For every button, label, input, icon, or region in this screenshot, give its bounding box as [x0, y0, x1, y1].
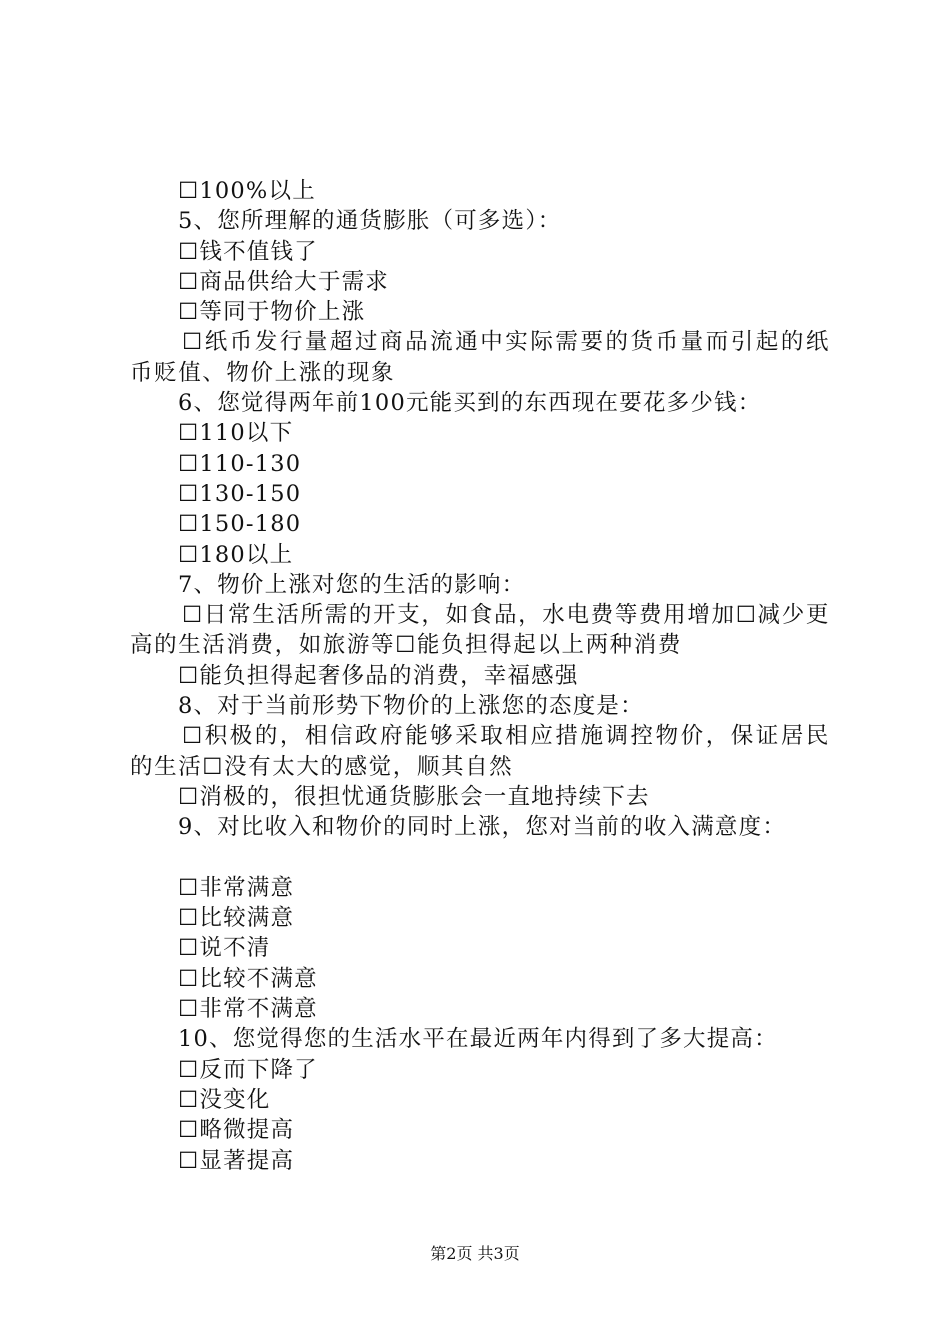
option-above-180: ☐180以上 [178, 541, 294, 568]
option-paper-money-overissue: ☐纸币发行量超过商品流通中实际需要的货币量而引起的纸币贬值、物价上涨的现象 [130, 329, 830, 386]
option-fairly-dissatisfied: ☐比较不满意 [178, 965, 318, 992]
option-no-change: ☐没变化 [178, 1086, 271, 1113]
question-6: 6、您觉得两年前100元能买到的东西现在要花多少钱： [178, 390, 762, 417]
page-number-footer: 第2页 共3页 [430, 1244, 520, 1263]
question-10: 10、您觉得您的生活水平在最近两年内得到了多大提高： [178, 1026, 778, 1053]
blank-line [130, 843, 830, 873]
options-daily-expense-group: ☐日常生活所需的开支，如食品，水电费等费用增加☐减少更高的生活消费，如旅游等☐能负担得起以上两种消费 [130, 602, 830, 659]
option-very-satisfied: ☐非常满意 [178, 874, 295, 901]
option-130-150: ☐130-150 [178, 480, 302, 507]
option-110-130: ☐110-130 [178, 450, 302, 477]
option-slightly-improved: ☐略微提高 [178, 1117, 295, 1144]
option-fairly-satisfied: ☐比较满意 [178, 905, 295, 932]
document-body [130, 176, 830, 1176]
question-8: 8、对于当前形势下物价的上涨您的态度是： [178, 693, 644, 720]
option-unsure: ☐说不清 [178, 935, 271, 962]
option-100-plus: ☐100%以上 [178, 178, 316, 204]
question-7: 7、物价上涨对您的生活的影响： [178, 571, 526, 598]
option-150-180: ☐150-180 [178, 511, 302, 538]
option-declined: ☐反而下降了 [178, 1056, 318, 1083]
question-5: 5、您所理解的通货膨胀（可多选）： [178, 208, 562, 235]
option-money-worth-less: ☐钱不值钱了 [178, 238, 318, 265]
option-luxury-affordable: ☐能负担得起奢侈品的消费，幸福感强 [178, 662, 579, 689]
option-negative-worried: ☐消极的，很担忧通货膨胀会一直地持续下去 [178, 783, 650, 810]
option-below-110: ☐110以下 [178, 420, 294, 447]
question-9: 9、对比收入和物价的同时上涨，您对当前的收入满意度： [178, 814, 787, 841]
option-very-dissatisfied: ☐非常不满意 [178, 996, 318, 1023]
options-attitude-group: ☐积极的，相信政府能够采取相应措施调控物价，保证居民的生活☐没有太大的感觉，顺其自然 [130, 723, 830, 780]
option-significantly-improved: ☐显著提高 [178, 1147, 295, 1174]
option-supply-exceeds-demand: ☐商品供给大于需求 [178, 268, 389, 295]
option-equals-price-rise: ☐等同于物价上涨 [178, 299, 366, 326]
